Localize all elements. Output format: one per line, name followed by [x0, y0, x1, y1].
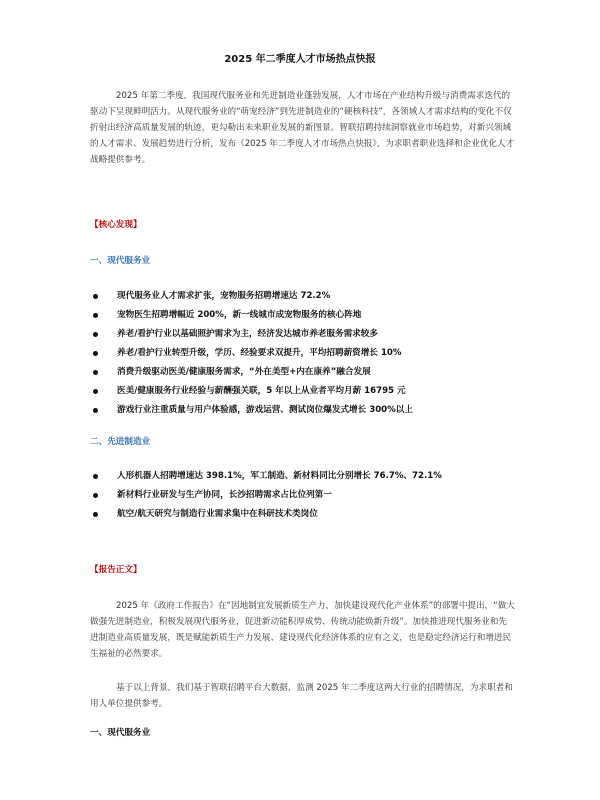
bullet-item: [90, 467, 520, 486]
body-paragraph-1: [90, 598, 515, 662]
bullet-item: [90, 505, 520, 524]
report-body-heading: 【报告正文】: [90, 565, 142, 575]
intro-paragraph: [90, 88, 515, 168]
bullet-text: 养老/看护行业以基础照护需求为主，经济发达城市养老服务需求较多: [117, 329, 378, 339]
bullet-text: 宠物医生招聘增幅近 200%，新一线城市成宠物服务的核心阵地: [117, 310, 362, 320]
intro-text: 2025 年第二季度，我国现代服务业和先进制造业蓬勃发展，人才市场在产业结构升级与消费需求迭代的驱动下呈现鲜明活力。从现代服务业的“萌宠经济”到先进制造业的“硬核科技”，各领域人才需求结构的变化不仅折射出经济高质量发展的轨迹，更勾勒出未来职业发展的新图景。智联招聘持续洞察就业市场趋势，对新兴领域的人才需求、发展趋势进行分析，发布《2025 年二季度人才市场热点快报》，为求职者职业选择和企业优化人才战略提供参考。: [90, 91, 515, 165]
bullet-text: 新材料行业研发与生产协同，长沙招聘需求占比位列第一: [117, 490, 332, 500]
bullet-dot-icon: [93, 332, 98, 337]
page-title: 2025 年二季度人才市场热点快报: [224, 54, 376, 65]
bullet-item: [90, 363, 520, 382]
bullet-text: 游戏行业注重质量与用户体验感，游戏运营、测试岗位爆发式增长 300%以上: [117, 405, 413, 415]
bullet-dot-icon: [93, 294, 98, 299]
bullet-item: [90, 287, 520, 306]
bullet-text: 消费升级驱动医美/健康服务需求，“外在美型+内在康养”融合发展: [117, 367, 371, 377]
bullet-dot-icon: [93, 370, 98, 375]
bullet-text: 航空/航天研究与制造行业需求集中在科研技术类岗位: [117, 509, 318, 519]
bullet-dot-icon: [93, 389, 98, 394]
bullet-item: [90, 486, 520, 505]
bullet-dot-icon: [93, 474, 98, 479]
bullet-text: 现代服务业人才需求扩张，宠物服务招聘增速达 72.2%: [117, 291, 331, 301]
body-paragraph-1-text: 2025 年《政府工作报告》在“因地制宜发展新质生产力，加快建设现代化产业体系”的部署中提出，“做大做强先进制造业，积极发展现代服务业，促进新动能积厚成势、传统动能焕新升级”。加快推进现代服务业和先进制造业高质量发展，既是赋能新质生产力发展、建设现代化经济体系的应有之义，也是稳定经济运行和增进民生福祉的必然要求。: [90, 601, 515, 659]
section1-heading: 一、现代服务业: [90, 256, 151, 266]
bullet-dot-icon: [93, 351, 98, 356]
bullet-text: 医美/健康服务行业经验与薪酬强关联，5 年以上从业者平均月薪 16795 元: [117, 386, 406, 396]
key-findings-heading: 【核心发现】: [90, 220, 142, 230]
body-section1-heading: 一、现代服务业: [90, 728, 151, 738]
bullet-dot-icon: [93, 313, 98, 318]
bullet-text: 养老/看护行业转型升级，学历、经验要求双提升，平均招聘薪资增长 10%: [117, 348, 402, 358]
section1-bullet-list: [90, 287, 520, 420]
section2-bullet-list: [90, 467, 520, 524]
body-paragraph-2: [90, 680, 515, 712]
bullet-dot-icon: [93, 512, 98, 517]
bullet-item: [90, 382, 520, 401]
bullet-text: 人形机器人招聘增速达 398.1%，军工制造、新材料同比分别增长 76.7%、72.1%: [117, 471, 442, 481]
bullet-item: [90, 325, 520, 344]
bullet-item: [90, 401, 520, 420]
bullet-item: [90, 306, 520, 325]
bullet-dot-icon: [93, 493, 98, 498]
body-paragraph-2-text: 基于以上背景，我们基于智联招聘平台大数据，监测 2025 年二季度这两大行业的招聘情况，为求职者和用人单位提供参考。: [90, 683, 513, 709]
bullet-item: [90, 344, 520, 363]
section2-heading: 二、先进制造业: [90, 437, 151, 447]
bullet-dot-icon: [93, 408, 98, 413]
